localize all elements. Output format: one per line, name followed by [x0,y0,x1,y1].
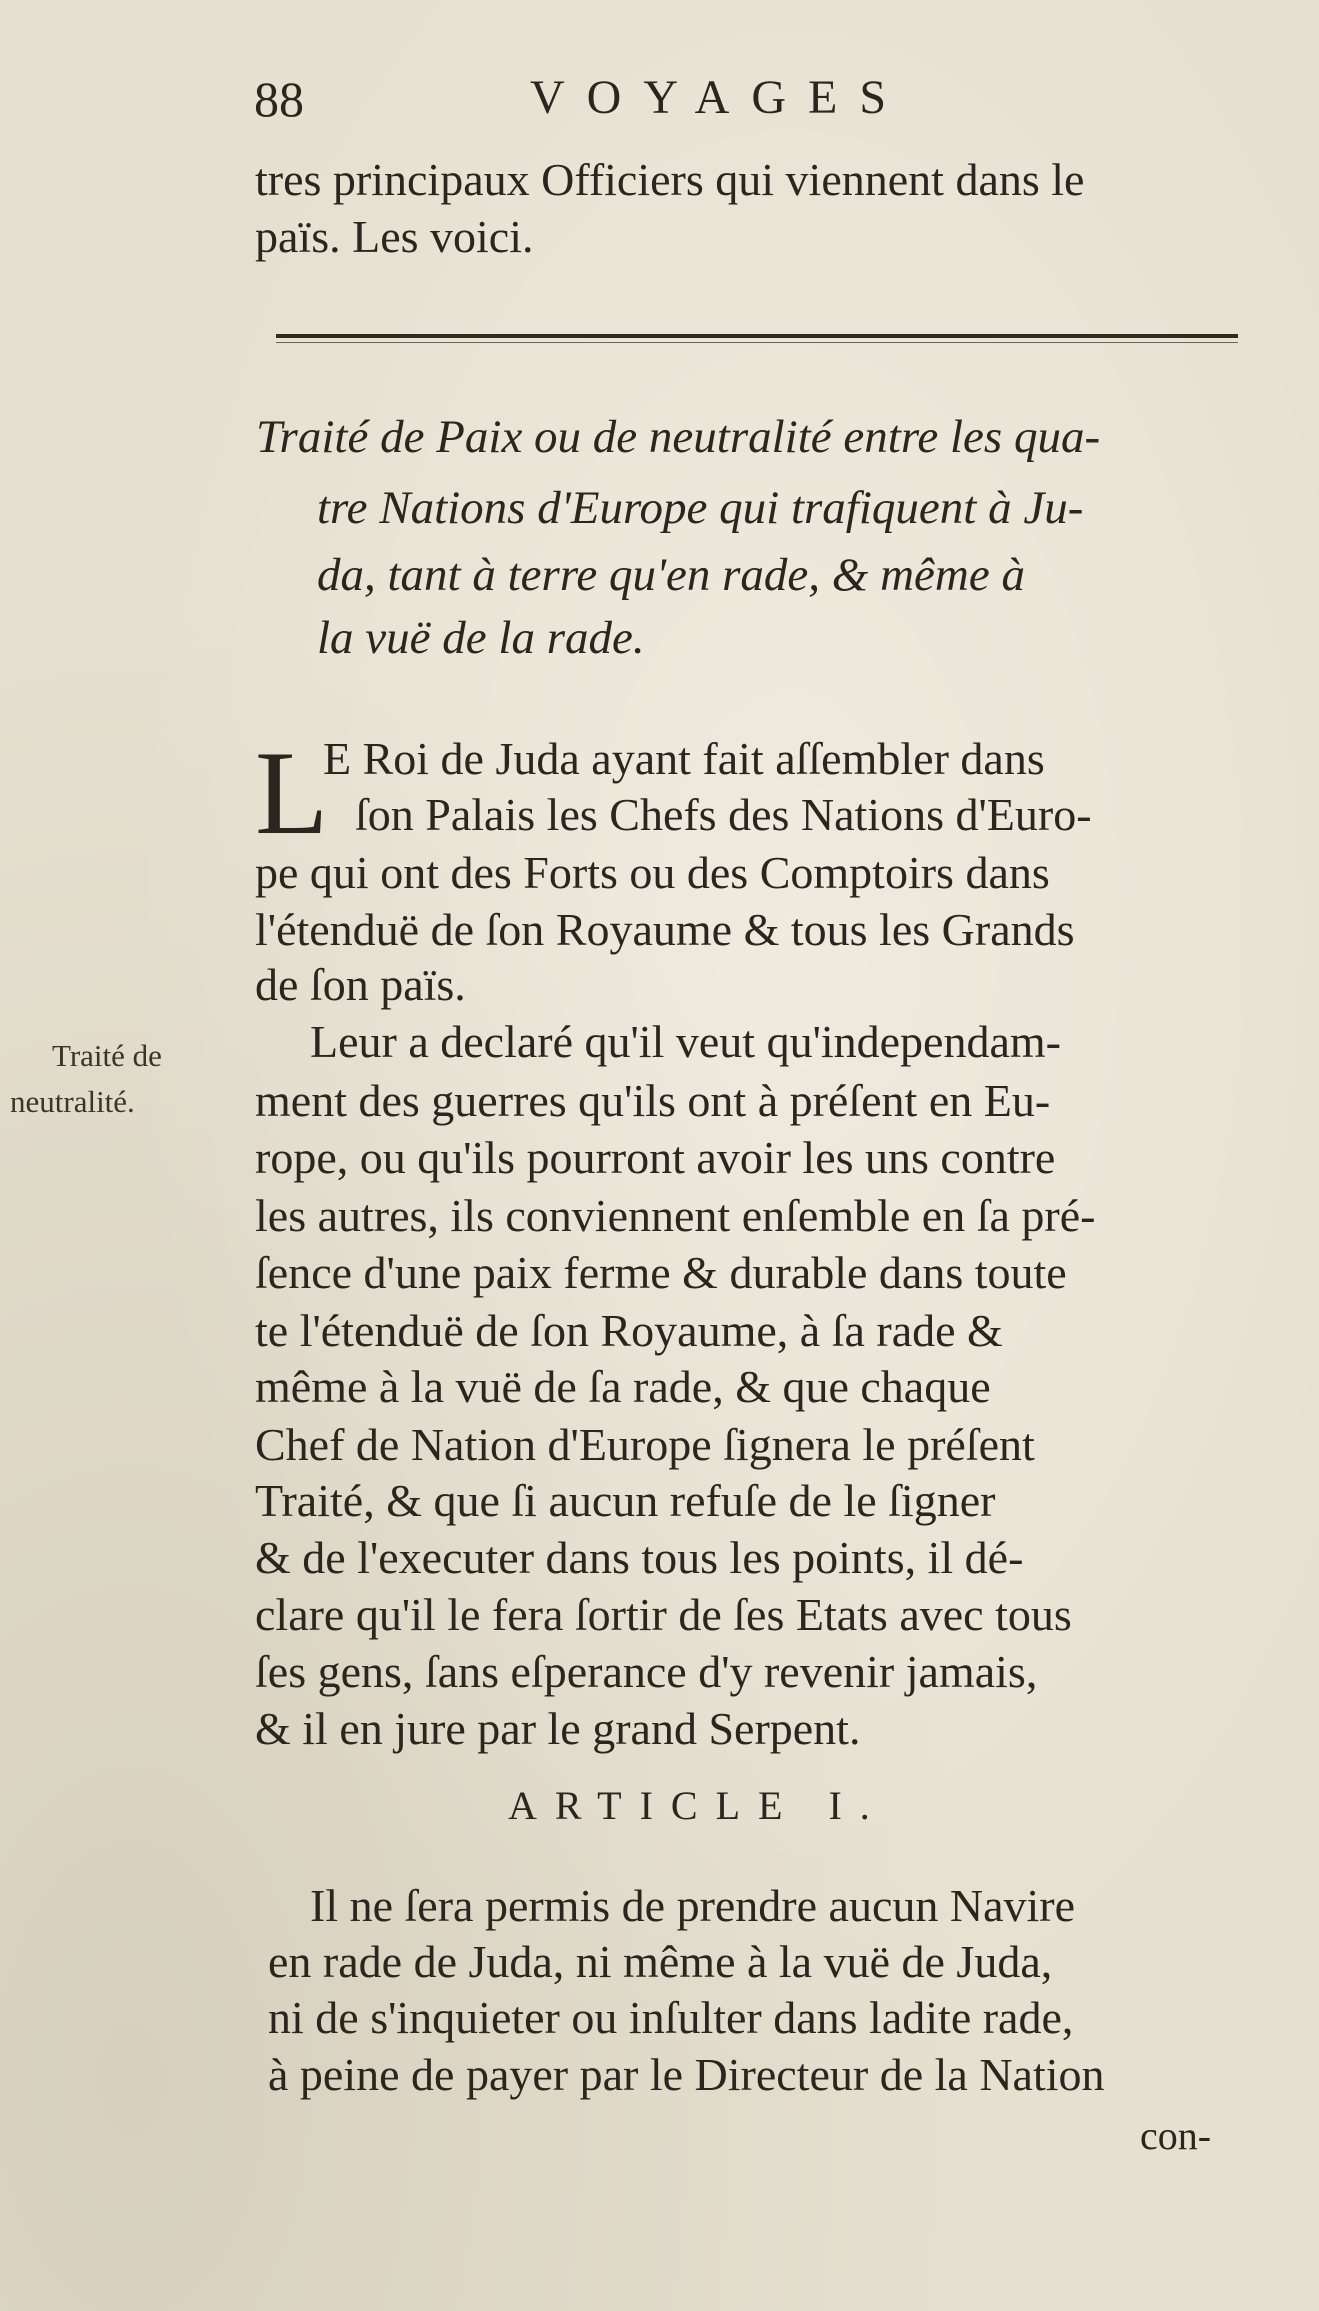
paragraph-line: ſes gens, ſans eſperance d'y revenir jamais, [255,1646,1038,1697]
paragraph-line: & il en jure par le grand Serpent. [255,1703,861,1754]
paragraph-line: & de l'executer dans tous les points, il dé- [255,1532,1024,1583]
section-rule-thin [276,342,1238,343]
paragraph-line: clare qu'il le fera ſortir de ſes Etats avec tous [255,1589,1072,1640]
margin-note: neutralité. [10,1084,135,1119]
article-line: à peine de payer par le Directeur de la Nation [268,2049,1105,2100]
drop-cap: L [255,726,329,859]
treaty-title-line: la vuë de la rade. [317,612,645,664]
page-number: 88 [254,71,304,127]
paragraph-line: ment des guerres qu'ils ont à préſent en Eu- [255,1075,1051,1126]
catchword: con- [1140,2113,1212,2158]
treaty-title-line: Traité de Paix ou de neutralité entre les qua- [256,411,1101,463]
paragraph-line: E Roi de Juda ayant fait aſſembler dans [323,733,1045,784]
paragraph-line: Traité, & que ſi aucun refuſe de le ſigner [255,1475,996,1526]
paragraph-line: pe qui ont des Forts ou des Comptoirs dans [255,847,1050,898]
treaty-title-line: tre Nations d'Europe qui trafiquent à Ju- [317,482,1084,534]
intro-line: païs. Les voici. [255,211,534,262]
paragraph-line: Leur a declaré qu'il veut qu'independam- [310,1016,1061,1067]
article-line: Il ne ſera permis de prendre aucun Navire [310,1880,1076,1931]
margin-note: Traité de [52,1038,162,1073]
paragraph-line: même à la vuë de ſa rade, & que chaque [255,1361,991,1412]
paragraph-line: rope, ou qu'ils pourront avoir les uns contre [255,1132,1056,1183]
paragraph-line: de ſon païs. [255,959,466,1010]
paragraph-line: te l'étenduë de ſon Royaume, à ſa rade & [255,1305,1003,1356]
paragraph-line: Chef de Nation d'Europe ſignera le préſent [255,1419,1035,1470]
article-heading: ARTICLE I. [508,1783,888,1828]
paragraph-line: l'étenduë de ſon Royaume & tous les Grands [255,904,1075,955]
article-line: ni de s'inquieter ou inſulter dans ladite rade, [268,1992,1074,2043]
treaty-title-line: da, tant à terre qu'en rade, & même à [317,549,1025,601]
paragraph-line: les autres, ils conviennent enſemble en ſa pré- [255,1190,1096,1241]
intro-line: tres principaux Officiers qui viennent dans le [255,154,1085,205]
running-head: VOYAGES [530,71,909,124]
paragraph-line: ſon Palais les Chefs des Nations d'Euro- [355,789,1092,840]
section-rule [276,334,1238,338]
paragraph-line: ſence d'une paix ferme & durable dans toute [255,1247,1067,1298]
article-line: en rade de Juda, ni même à la vuë de Juda, [268,1936,1053,1987]
